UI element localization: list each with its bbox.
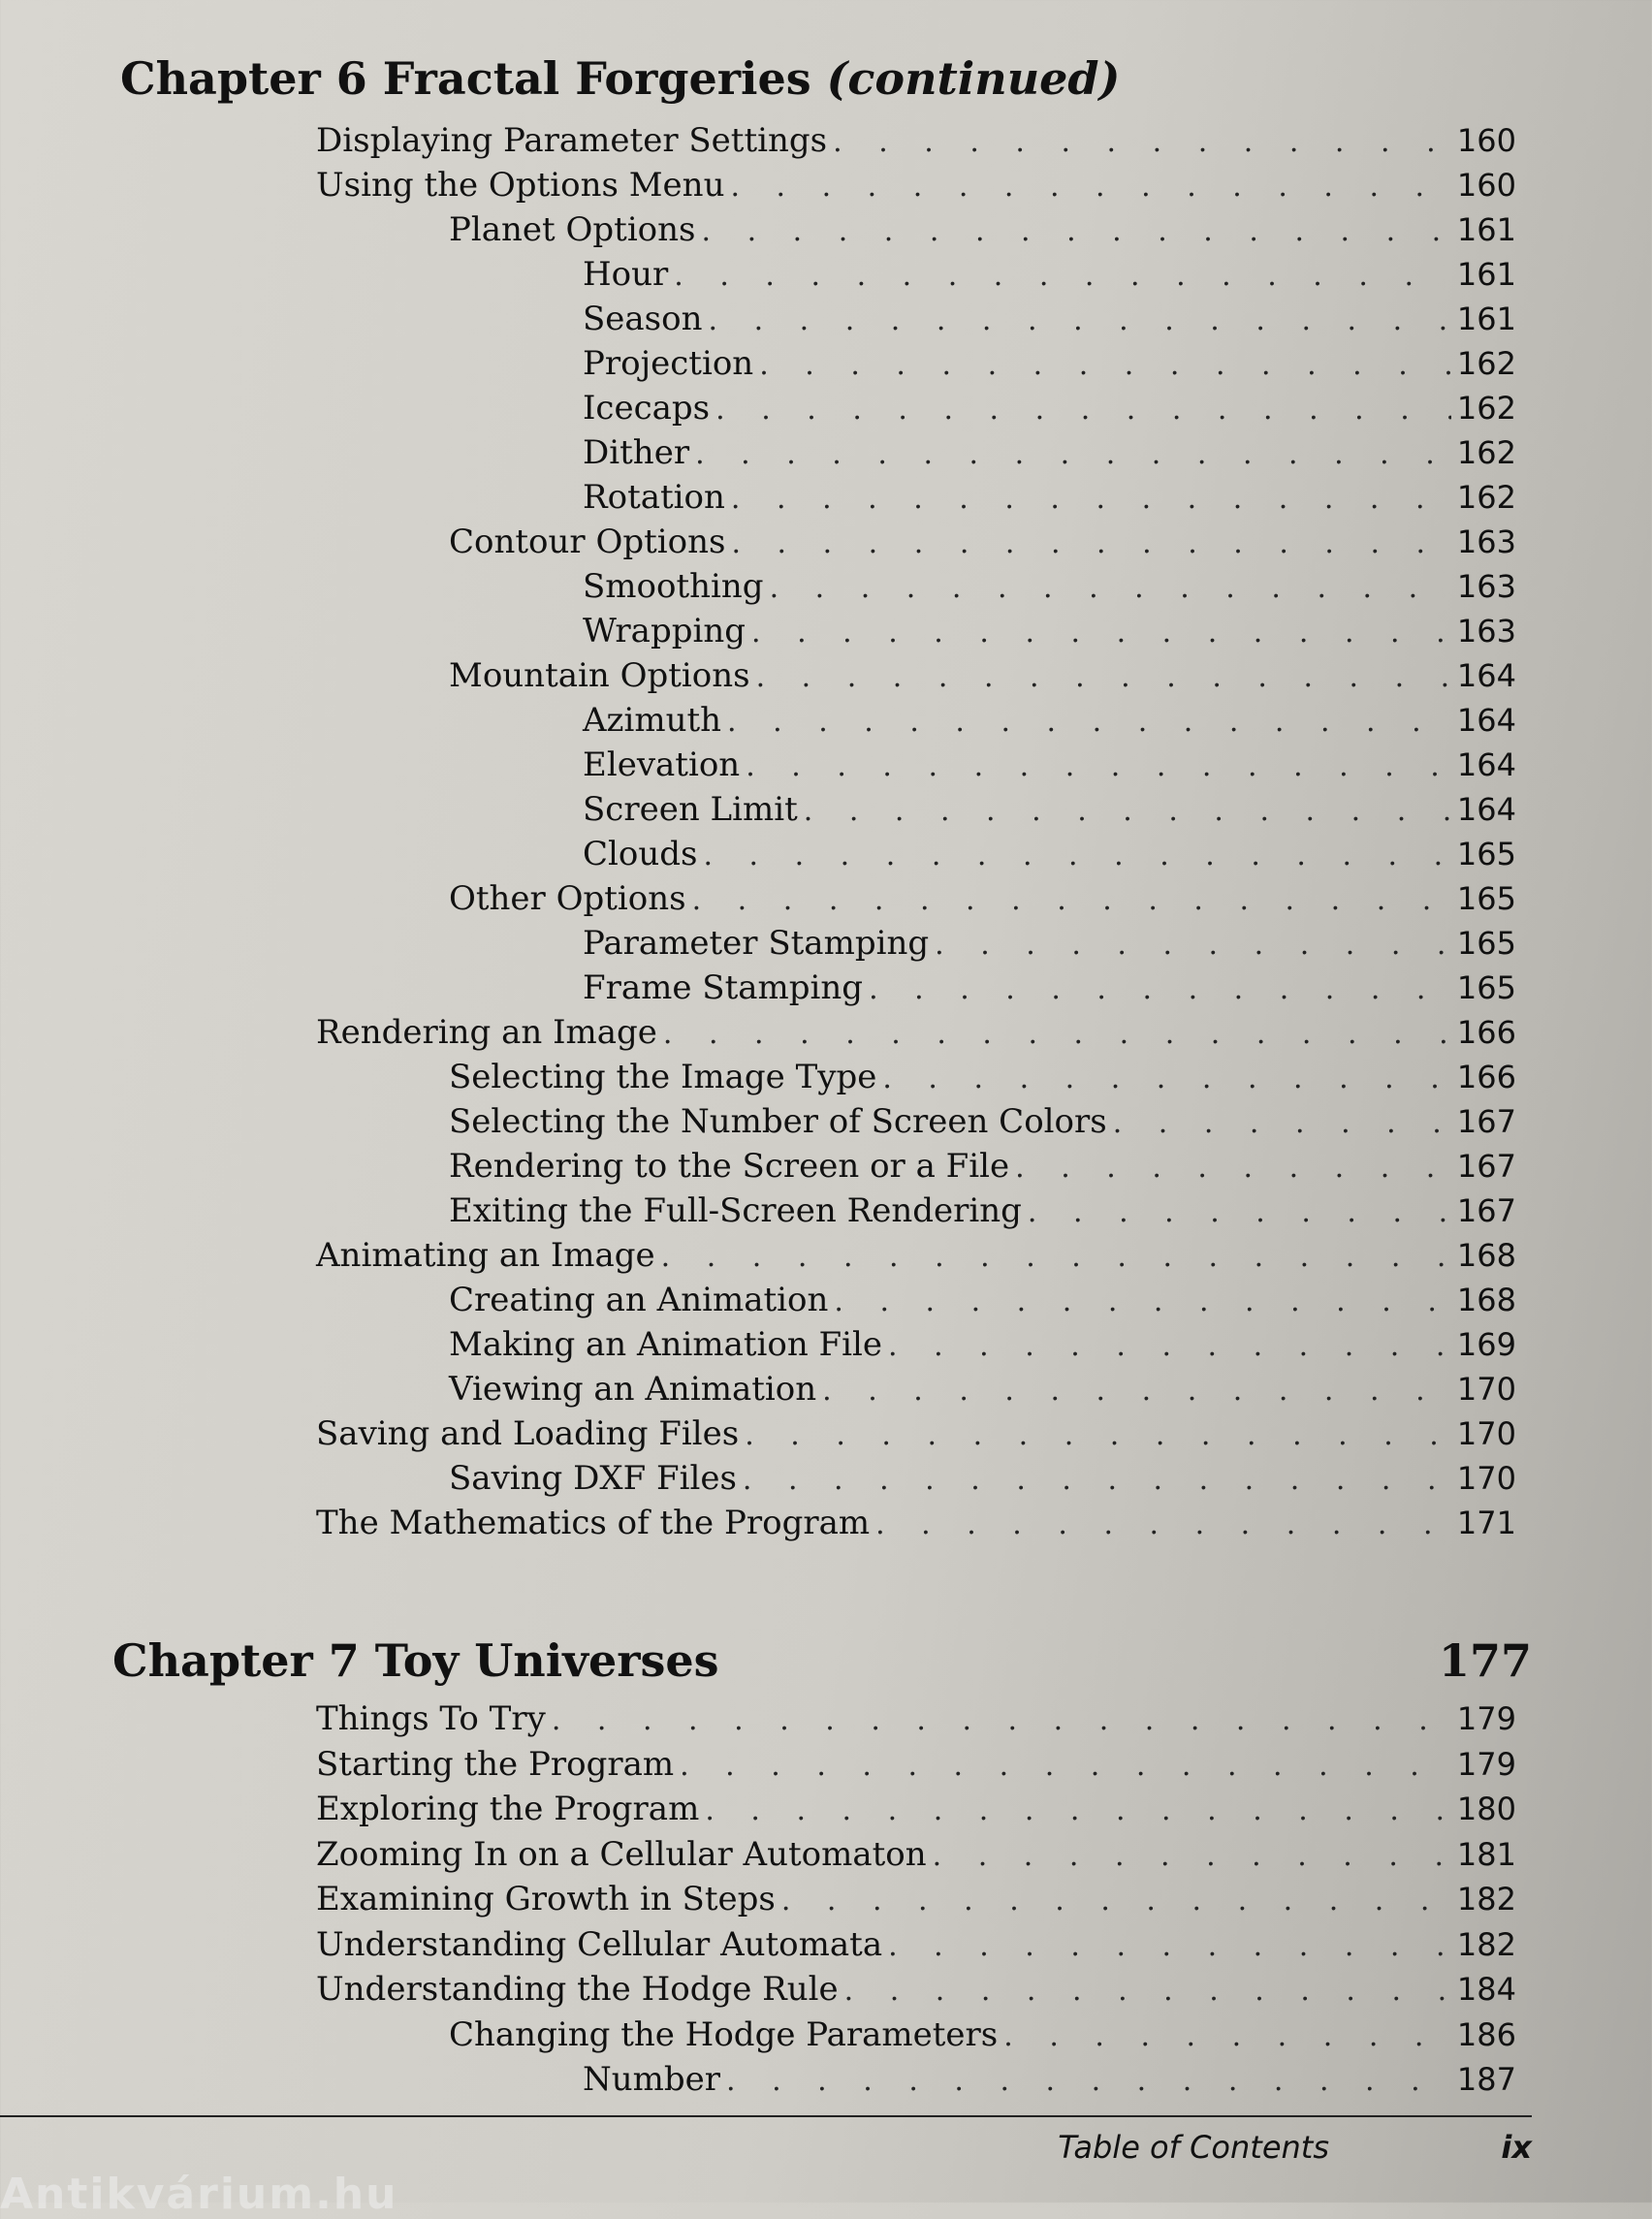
entry-label: Wrapping (583, 612, 747, 650)
entry-page-number: 161 (1456, 256, 1516, 293)
entry-label: Selecting the Number of Screen Colors (449, 1102, 1107, 1141)
entry-page-number: 184 (1456, 1971, 1516, 2008)
entry-label: Screen Limit (583, 790, 798, 829)
dot-leader (1015, 1146, 1451, 1190)
entry-page-number: 170 (1456, 1460, 1516, 1497)
chapter-7-entry (316, 1922, 1516, 1967)
entry-label: Selecting the Image Type (449, 1058, 877, 1096)
entry-label: Things To Try (316, 1699, 546, 1738)
chapter-7-page: 177 (1438, 1634, 1532, 1687)
dot-leader (751, 611, 1451, 655)
chapter-6-entry (316, 1233, 1516, 1278)
dot-leader (1003, 2014, 1451, 2059)
entry-page-number: 181 (1456, 1835, 1516, 1873)
chapter-6-entry (583, 297, 1516, 341)
entry-label: The Mathematics of the Program (316, 1504, 871, 1542)
dot-leader (702, 209, 1451, 254)
footer-rule (0, 2115, 1532, 2117)
dot-leader (663, 1012, 1451, 1057)
chapter-6-entry (449, 1278, 1516, 1322)
dot-leader (869, 967, 1451, 1012)
chapter-6-entry (583, 921, 1516, 966)
chapter-7-entry (316, 1832, 1516, 1877)
dot-leader (844, 1969, 1451, 2013)
chapter-6-entry (449, 1367, 1516, 1411)
footer-title: Table of Contents (1058, 2129, 1329, 2166)
dot-leader (1113, 1101, 1451, 1146)
dot-leader (727, 700, 1451, 745)
entry-label: Starting the Program (316, 1744, 675, 1784)
chapter-6-entry (449, 653, 1516, 698)
entry-page-number: 169 (1456, 1326, 1516, 1363)
dot-leader (731, 477, 1451, 522)
entry-page-number: 166 (1456, 1059, 1516, 1095)
chapter-6-entry (449, 1144, 1516, 1189)
entry-page-number: 187 (1456, 2061, 1516, 2098)
dot-leader (781, 1879, 1451, 1923)
chapter-6-entry (583, 787, 1516, 832)
chapter-6-entry (583, 252, 1516, 297)
dot-leader (822, 1369, 1451, 1413)
chapter-6-entry (316, 163, 1516, 207)
entry-label: Season (583, 300, 703, 338)
entry-label: Hour (583, 255, 669, 294)
entry-label: Rendering an Image (316, 1013, 657, 1052)
entry-page-number: 164 (1456, 702, 1516, 739)
entry-page-number: 161 (1456, 301, 1516, 337)
chapter-6-entry (583, 564, 1516, 609)
dot-leader (804, 789, 1451, 834)
dot-leader (730, 165, 1450, 209)
entry-page-number: 167 (1456, 1103, 1516, 1140)
entry-page-number: 162 (1456, 434, 1516, 471)
chapter-6-entry (449, 207, 1516, 252)
dot-leader (759, 343, 1451, 388)
entry-page-number: 160 (1456, 167, 1516, 204)
chapter-6-entry (449, 1322, 1516, 1367)
entry-page-number: 168 (1456, 1237, 1516, 1274)
dot-leader (745, 1413, 1451, 1458)
dot-leader (705, 1789, 1451, 1833)
chapter-6-entry (583, 743, 1516, 787)
entry-page-number: 179 (1456, 1700, 1516, 1737)
entry-label: Animating an Image (316, 1236, 655, 1275)
chapter-7-entry (449, 2013, 1516, 2057)
dot-leader (888, 1924, 1451, 1969)
dot-leader (888, 1324, 1451, 1369)
chapter-7-entry (583, 2057, 1516, 2102)
chapter-6-continued: (continued) (826, 52, 1121, 105)
entry-label: Using the Options Menu (316, 166, 725, 205)
chapter-6-entry (316, 118, 1516, 163)
entry-page-number: 164 (1456, 657, 1516, 694)
entry-page-number: 161 (1456, 211, 1516, 248)
entry-page-number: 162 (1456, 345, 1516, 382)
entry-label: Projection (583, 344, 754, 383)
dot-leader (746, 745, 1451, 789)
dot-leader (695, 432, 1451, 477)
dot-leader (833, 120, 1451, 165)
chapter-6-entry (449, 520, 1516, 564)
dot-leader (709, 299, 1451, 343)
chapter-6-entry (583, 698, 1516, 743)
chapter-7-entry (316, 1967, 1516, 2012)
chapter-6-entry (316, 1501, 1516, 1545)
dot-leader (770, 566, 1451, 611)
chapter-6-entry (583, 386, 1516, 430)
entry-label: Other Options (449, 879, 686, 918)
dot-leader (743, 1458, 1451, 1503)
entry-page-number: 170 (1456, 1415, 1516, 1452)
chapter-7-entry (316, 1742, 1516, 1787)
entry-page-number: 167 (1456, 1148, 1516, 1185)
entry-label: Rotation (583, 478, 725, 517)
entry-page-number: 171 (1456, 1505, 1516, 1541)
entry-label: Exiting the Full-Screen Rendering (449, 1191, 1022, 1230)
entry-page-number: 163 (1456, 613, 1516, 650)
entry-label: Icecaps (583, 389, 711, 428)
entry-page-number: 182 (1456, 1925, 1516, 1963)
entry-label: Saving DXF Files (449, 1459, 737, 1498)
dot-leader (703, 834, 1450, 878)
chapter-6-entry (583, 475, 1516, 520)
chapter-6-entry (449, 1055, 1516, 1099)
entry-label: Smoothing (583, 567, 764, 606)
entry-page-number: 165 (1456, 969, 1516, 1006)
entry-page-number: 182 (1456, 1881, 1516, 1918)
entry-label: Viewing an Animation (449, 1370, 817, 1409)
entry-page-number: 163 (1456, 523, 1516, 560)
entry-label: Making an Animation File (449, 1325, 883, 1364)
dot-leader (715, 388, 1451, 432)
dot-leader (661, 1235, 1451, 1280)
chapter-6-entry (449, 1189, 1516, 1233)
chapter-6-entry (583, 832, 1516, 876)
dot-leader (875, 1503, 1451, 1547)
dot-leader (731, 522, 1450, 566)
entry-label: Zooming In on a Cellular Automaton (316, 1834, 927, 1874)
entry-label: Frame Stamping (583, 968, 864, 1007)
entry-label: Understanding the Hodge Rule (316, 1970, 839, 2009)
chapter-6-title: Chapter 6 Fractal Forgeries (120, 52, 811, 105)
entry-label: Understanding Cellular Automata (316, 1924, 883, 1964)
dot-leader (726, 2059, 1451, 2104)
entry-page-number: 165 (1456, 836, 1516, 872)
footer-page-number: ix (1501, 2129, 1532, 2166)
chapter-6-entry (449, 1099, 1516, 1144)
entry-label: Mountain Options (449, 656, 750, 695)
entry-page-number: 179 (1456, 1745, 1516, 1783)
chapter-7-entry (316, 1787, 1516, 1831)
watermark: Antikvárium.hu (0, 2170, 398, 2219)
entry-page-number: 165 (1456, 925, 1516, 962)
entry-label: Elevation (583, 745, 741, 784)
chapter-7-entry (316, 1696, 1516, 1741)
entry-label: Clouds (583, 835, 698, 873)
dot-leader (834, 1280, 1451, 1324)
entry-page-number: 168 (1456, 1282, 1516, 1318)
dot-leader (935, 923, 1451, 967)
entry-label: Planet Options (449, 210, 696, 249)
entry-page-number: 162 (1456, 390, 1516, 427)
dot-leader (674, 254, 1451, 299)
entry-label: Saving and Loading Files (316, 1414, 740, 1453)
entry-page-number: 166 (1456, 1014, 1516, 1051)
entry-page-number: 170 (1456, 1371, 1516, 1408)
entry-page-number: 164 (1456, 791, 1516, 828)
dot-leader (882, 1057, 1451, 1101)
chapter-6-entry (316, 1010, 1516, 1055)
entry-label: Number (583, 2060, 721, 2099)
entry-label: Azimuth (583, 701, 722, 740)
chapter-6-entry (449, 876, 1516, 921)
dot-leader (1028, 1190, 1451, 1235)
dot-leader (692, 878, 1451, 923)
entry-label: Contour Options (449, 523, 726, 561)
chapter-7-entry (316, 1877, 1516, 1921)
chapter-6-entry (583, 966, 1516, 1010)
entry-page-number: 160 (1456, 122, 1516, 159)
chapter-7-title: Chapter 7 Toy Universes (112, 1634, 719, 1687)
dot-leader (756, 655, 1451, 700)
entry-label: Parameter Stamping (583, 924, 930, 963)
chapter-6-entry (583, 609, 1516, 653)
entry-label: Rendering to the Screen or a File (449, 1147, 1010, 1186)
entry-page-number: 162 (1456, 479, 1516, 516)
entry-page-number: 180 (1456, 1791, 1516, 1827)
chapter-6-entry (583, 430, 1516, 475)
dot-leader (933, 1834, 1451, 1879)
dot-leader (680, 1744, 1451, 1789)
entry-label: Examining Growth in Steps (316, 1880, 776, 1918)
entry-label: Changing the Hodge Parameters (449, 2014, 999, 2054)
entry-page-number: 163 (1456, 568, 1516, 605)
entry-label: Creating an Animation (449, 1281, 829, 1319)
entry-label: Exploring the Program (316, 1790, 700, 1828)
entry-page-number: 164 (1456, 746, 1516, 783)
entry-label: Dither (583, 433, 690, 472)
chapter-6-entry (449, 1456, 1516, 1501)
chapter-6-entry (316, 1411, 1516, 1456)
entry-page-number: 167 (1456, 1192, 1516, 1229)
chapter-6-entry (583, 341, 1516, 386)
dot-leader (552, 1698, 1451, 1743)
entry-page-number: 165 (1456, 880, 1516, 917)
entry-label: Displaying Parameter Settings (316, 121, 828, 160)
entry-page-number: 186 (1456, 2015, 1516, 2053)
